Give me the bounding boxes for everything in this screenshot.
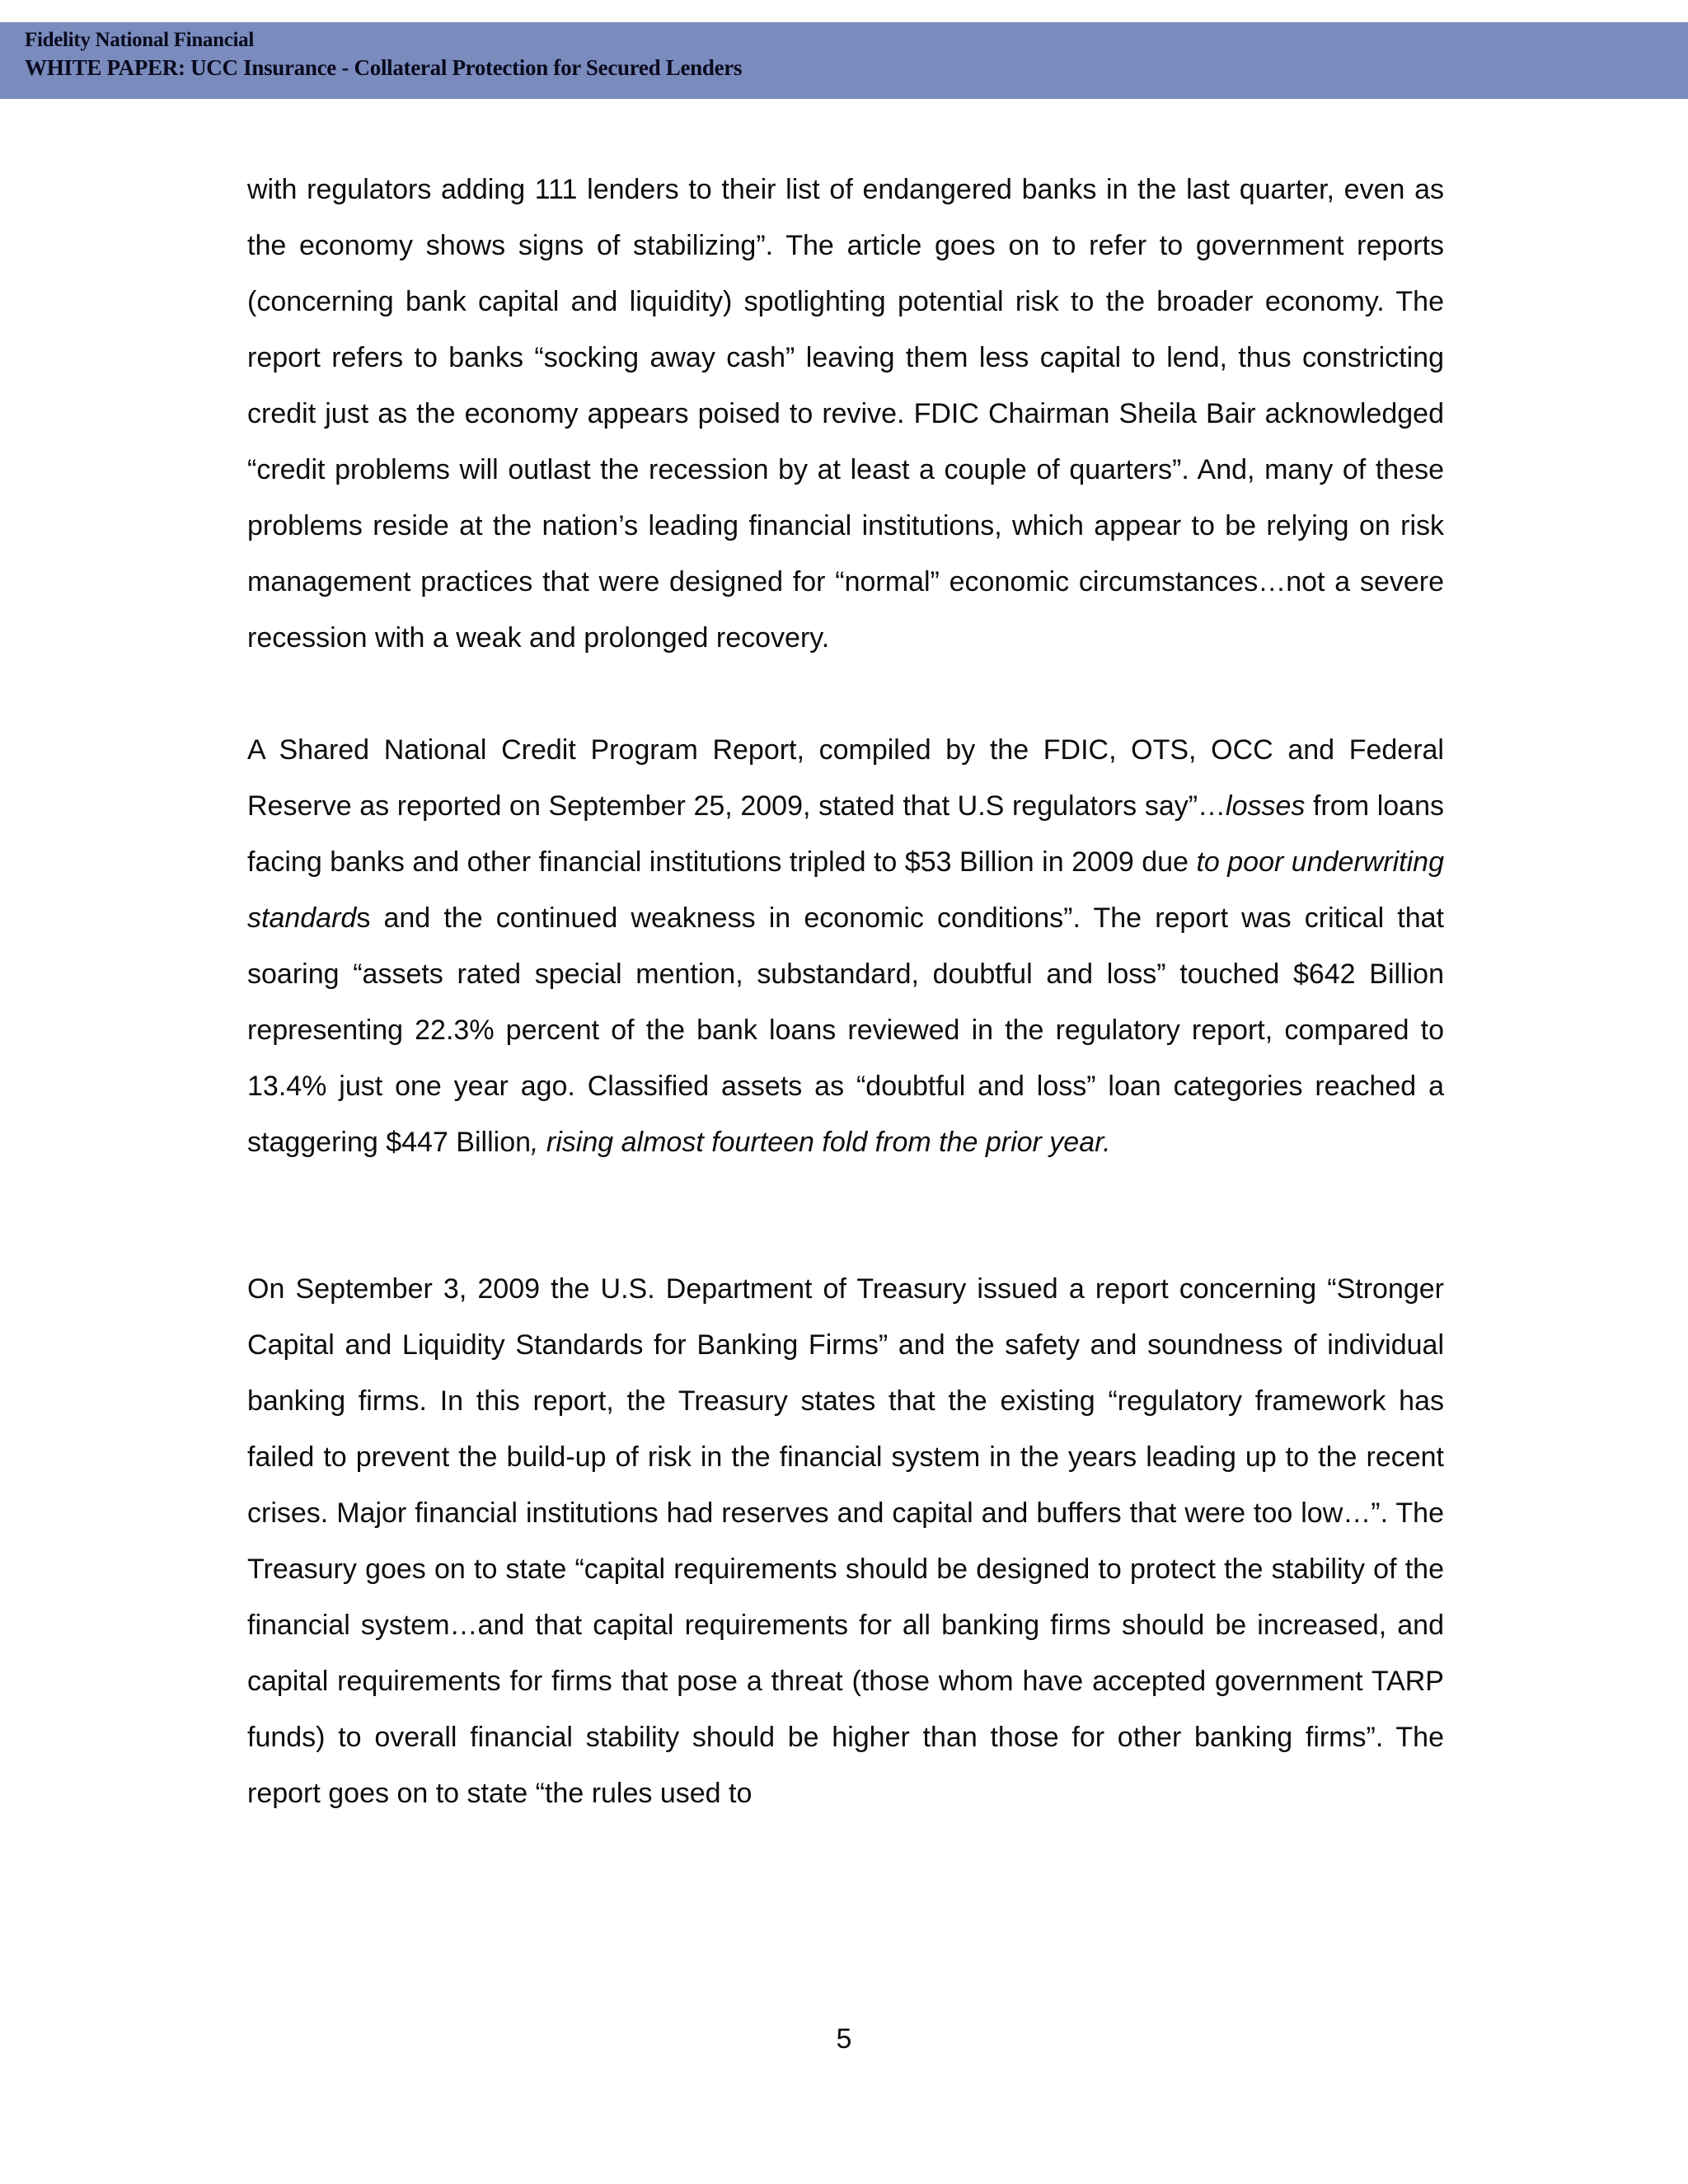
paragraph-2	[247, 722, 1444, 1170]
body-text: On September 3, 2009 the U.S. Department of Treasury issued a report concerning “Stronger Capital and Liquidity Standards for Banking Firms” and the safety and soundness of individual banking firms. In this report, the Treasury states that the existing “regulatory framework has failed to prevent the build-up of risk in the financial system in the years leading up to the recent crises. Major financial institutions had reserves and capital and buffers that were too low…”. The Treasury goes on to state “capital requirements should be designed to protect the stability of the financial system…and that capital requirements for all banking firms should be increased, and capital requirements for firms that pose a threat (those whom have accepted government TARP funds) to overall financial stability should be higher than those for other banking firms”. The report goes on to state “the rules used to	[247, 1273, 1444, 1809]
document-header-banner	[0, 22, 1688, 99]
header-company-name: Fidelity National Financial	[25, 29, 255, 51]
header-document-title: WHITE PAPER: UCC Insurance - Collateral Protection for Secured Lenders	[25, 55, 743, 80]
paragraph-spacer-1	[247, 666, 1444, 722]
paragraph-1	[247, 162, 1444, 666]
paragraph-spacer-2	[247, 1170, 1444, 1261]
emphasis-text: , rising almost fourteen fold from the prior year.	[531, 1127, 1111, 1158]
emphasis-text: losses	[1226, 790, 1306, 822]
paragraph-3	[247, 1261, 1444, 1821]
document-body	[247, 162, 1444, 1821]
emphasis-text: to poor underwriting standard	[247, 846, 1444, 934]
body-text: from loans facing banks and other financial institutions tripled to $53 Billion in 2009 due	[247, 790, 1444, 878]
body-text: A Shared National Credit Program Report, compiled by the FDIC, OTS, OCC and Federal Reserve as reported on September 25, 2009, stated that U.S regulators say”…	[247, 734, 1444, 822]
body-text: s and the continued weakness in economic conditions”. The report was critical that soaring “assets rated special mention, substandard, doubtful and loss” touched $642 Billion representing 22.3% percent of the bank loans reviewed in the regulatory report, compared to 13.4% just one year ago. Classified assets as “doubtful and loss” loan categories reached a staggering $447 Billion	[247, 902, 1444, 1158]
body-text: with regulators adding 111 lenders to their list of endangered banks in the last quarter, even as the economy shows signs of stabilizing”. The article goes on to refer to government reports (concerning bank capital and liquidity) spotlighting potential risk to the broader economy. The report refers to banks “socking away cash” leaving them less capital to lend, thus constricting credit just as the economy appears poised to revive. FDIC Chairman Sheila Bair acknowledged “credit problems will outlast the recession by at least a couple of quarters”. And, many of these problems reside at the nation’s leading financial institutions, which appear to be relying on risk management practices that were designed for “normal” economic circumstances…not a severe recession with a weak and prolonged recovery.	[247, 174, 1444, 654]
page-number: 5	[836, 2023, 852, 2055]
